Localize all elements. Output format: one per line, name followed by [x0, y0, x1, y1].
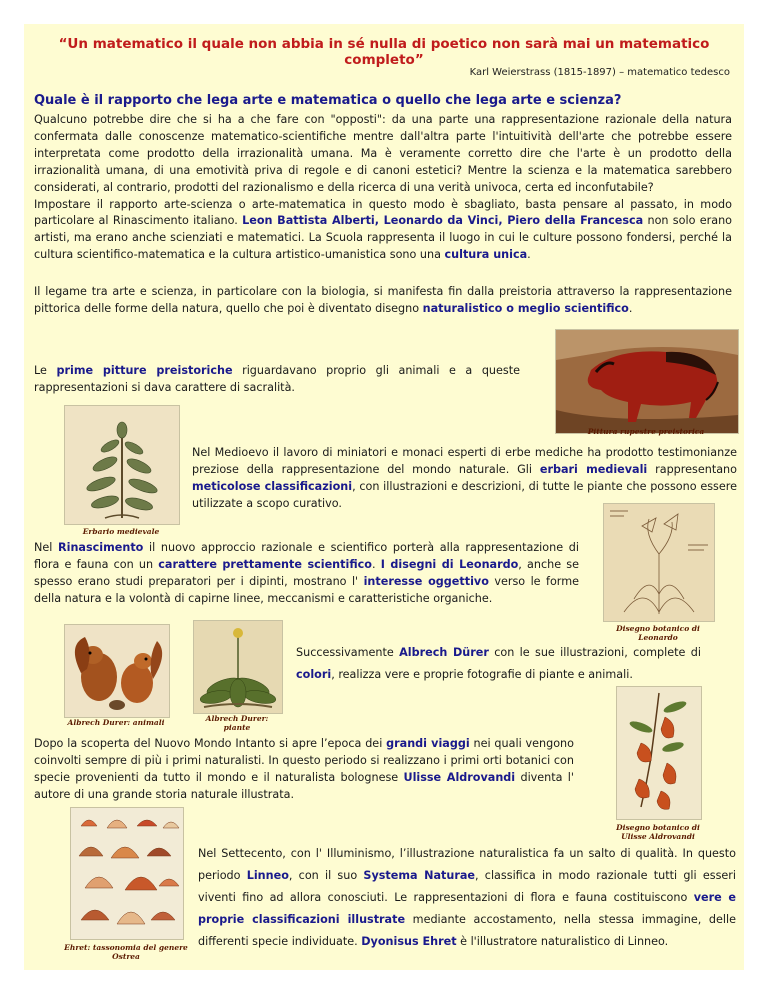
- renaissance-names: Leon Battista Alberti, Leonardo da Vinci, Piero della Francesca: [242, 214, 644, 228]
- durer-paragraph: Successivamente Albrech Dürer con le sue illustrazioni, complete di colori, realizza vere e proprie fotografie di piante e animali.: [296, 646, 701, 681]
- leonardo-caption: Disegno botanico di Leonardo: [616, 624, 700, 642]
- quote: “Un matematico il quale non abbia in sé nulla di poetico non sarà mai un matematico completo”: [58, 36, 710, 68]
- prehistory-paragraph: Il legame tra arte e scienza, in particolare con la biologia, si manifesta fin dalla preistoria attraverso la rappresentazione pittorica delle forme della natura, quello che poi è diventato disegno naturalistico o meglio scientifico.: [34, 285, 732, 315]
- section-question: Quale è il rapporto che lega arte e matematica o quello che lega arte e scienza?: [34, 93, 622, 108]
- cave-caption: Pittura rupestre preistorica: [587, 427, 705, 436]
- aldrovandi-drawing-image: [616, 686, 702, 820]
- cultura-unica: cultura unica: [444, 248, 528, 262]
- discovery-paragraph: Dopo la scoperta del Nuovo Mondo Intanto si apre l’epoca dei grandi viaggi nei quali vengono coinvolti sempre di più i primi naturalisti. In questo periodo si realizzano i primi orti botanici con specie provenienti da tutto il mondo e il naturalista bolognese Ulisse Aldrovandi diventa l' autore di una grande storia naturale illustrata.: [34, 737, 574, 801]
- page: [24, 24, 744, 970]
- renaissance-paragraph: Nel Rinascimento il nuovo approccio razionale e scientifico porterà alla rappresentazione di flora e fauna con un carattere prettamente scientifico. I disegni di Leonardo, anche se spesso erano studi preparatori per i dipinti, mostrano l' interesse oggettivo verso le forme della natura e la volontà di capirne linee, meccanismi e caratteristiche organiche.: [34, 541, 580, 605]
- erbario-caption: Erbario medievale: [82, 527, 160, 536]
- aldrovandi-caption: Disegno botanico di Ulisse Aldrovandi: [616, 823, 700, 841]
- erbario-image: [64, 405, 180, 525]
- intro-text: Qualcuno potrebbe dire che si ha a che fare con "opposti": da una parte una rappresentazione razionale della natura confermata dalle conoscenze matematico-scientifiche mentre dall'altra parte l'intuitività dell'arte che potrebbe essere interpretata come prodotto della irrazionalità umana. Ma è veramente corretto dire che l'arte è un prodotto della irrazionalità umana, di una emotività priva di regole e di canoni estetici? Mentre la scienza e la matematica sarebbero considerati, al contrario, prodotti del razionalismo e della ricerca di una verità univoca, certa ed inconfutabile?: [34, 113, 732, 194]
- quote-attribution: Karl Weierstrass (1815-1897) – matematico tedesco: [469, 67, 730, 78]
- cave-paintings-paragraph: Le prime pitture preistoriche riguardavano proprio gli animali e a queste rappresentazioni si dava carattere di sacralità.: [34, 364, 520, 394]
- cave-painting-image: [555, 329, 739, 434]
- leonardo-drawing-image: [603, 503, 715, 622]
- durer-animals-image: [64, 624, 170, 718]
- durer-plants-caption: Albrech Durer: piante: [205, 714, 269, 732]
- intro-paragraph: Qualcuno potrebbe dire che si ha a che fare con "opposti": da una parte una rappresentazione razionale della natura confermata dalle conoscenze matematico-scientifiche mentre dall'altra parte l'intuitività dell'arte che potrebbe essere interpretata come prodotto della irrazionalità umana. Ma è veramente corretto dire che l'arte è un prodotto della irrazionalità umana, di una emotività priva di regole e di canoni estetici? Mentre la scienza e la matematica sarebbero considerati, al contrario, prodotti del razionalismo e della ricerca di una verità univoca, certa ed inconfutabile? Impostare il rapporto arte-scienza o arte-matematica in questo modo è sbagliato, basta pensare al passato, in modo particolare al Rinascimento italiano. Leon Battista Alberti, Leonardo da Vinci, Piero della Francesca non solo erano artisti, ma erano anche scienziati e matematici. La Scuola rappresenta il luogo in cui le culture possono fondersi, perché la cultura scientifico-matematica e la cultura artistico-umanistica sono una cultura unica.: [34, 113, 733, 262]
- medieval-paragraph: Nel Medioevo il lavoro di miniatori e monaci esperti di erbe mediche ha prodotto testimonianze preziose della rappresentazione del mondo naturale. Gli erbari medievali rappresentano meticolose classificazioni, con illustrazioni e descrizioni, di tutte le piante che possono essere utilizzate a scopo curativo.: [192, 446, 737, 510]
- durer-animals-caption: Albrech Durer: animali: [67, 718, 165, 727]
- durer-plants-image: [193, 620, 283, 714]
- ehret-caption: Ehret: tassonomia del genere Ostrea: [64, 943, 188, 961]
- enlightenment-paragraph: Nel Settecento, con l' Illuminismo, l’illustrazione naturalistica fa un salto di qualità. In questo periodo Linneo, con il suo Systema Naturae, classifica in modo razionale tutti gli esseri viventi fino ad allora conosciuti. Le rappresentazioni di flora e fauna costituiscono vere e proprie classificazioni illustrate mediante accostamento, nella stessa immagine, delle differenti specie individuate. Dyonisus Ehret è l'illustratore naturalistico di Linneo.: [198, 847, 736, 948]
- ehret-shells-image: [70, 807, 184, 940]
